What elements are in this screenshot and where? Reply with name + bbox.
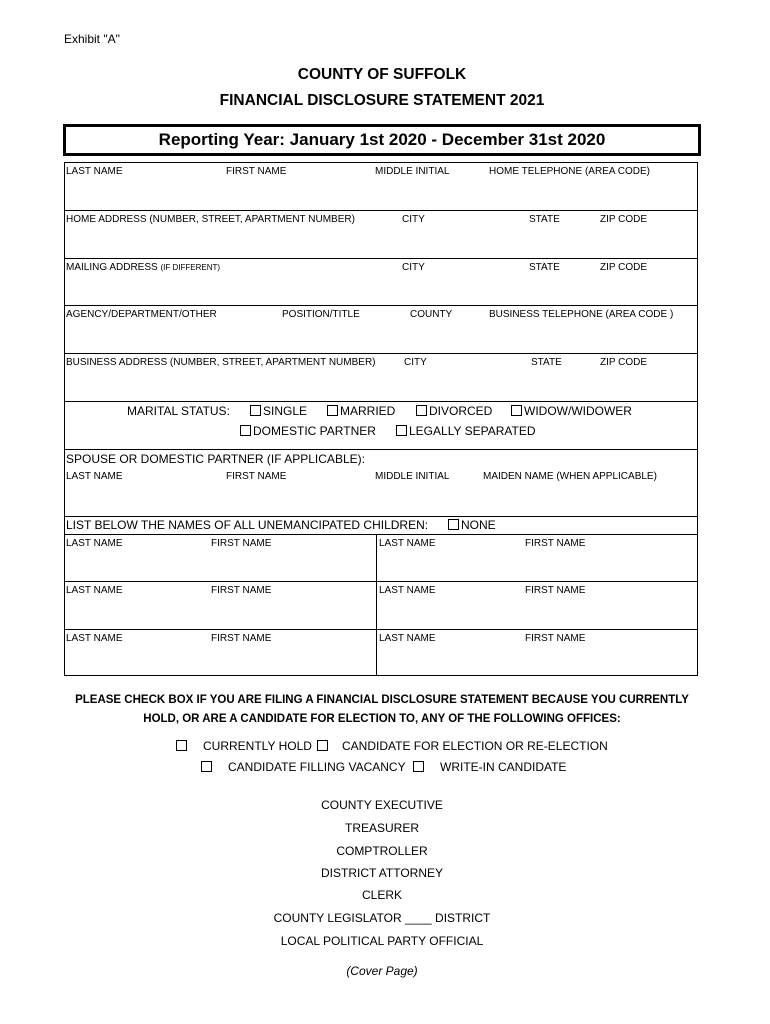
child-last-name-label: LAST NAME bbox=[66, 633, 123, 644]
home-telephone-label: HOME TELEPHONE (AREA CODE) bbox=[489, 166, 650, 177]
checkbox-icon[interactable] bbox=[511, 405, 522, 416]
row-divider bbox=[64, 305, 698, 306]
row-divider bbox=[64, 449, 698, 450]
personal-info-form bbox=[64, 162, 698, 676]
city-label: CITY bbox=[404, 357, 427, 368]
checkbox-icon[interactable] bbox=[250, 405, 261, 416]
checkbox-icon[interactable] bbox=[176, 740, 187, 751]
row-divider bbox=[64, 629, 698, 630]
business-address-label: BUSINESS ADDRESS (NUMBER, STREET, APARTMENT NUMBER) bbox=[66, 357, 376, 368]
state-label: STATE bbox=[529, 262, 560, 273]
state-label: STATE bbox=[531, 357, 562, 368]
child-first-name-label: FIRST NAME bbox=[525, 538, 586, 549]
child-last-name-label: LAST NAME bbox=[379, 538, 436, 549]
reporting-year: Reporting Year: January 1st 2020 - December 31st 2020 bbox=[63, 124, 701, 156]
legally-separated-option[interactable]: LEGALLY SEPARATED bbox=[396, 424, 536, 438]
business-telephone-label: BUSINESS TELEPHONE (AREA CODE ) bbox=[489, 309, 674, 320]
single-option[interactable]: SINGLE bbox=[250, 404, 307, 418]
row-divider bbox=[64, 401, 698, 402]
home-address-label: HOME ADDRESS (NUMBER, STREET, APARTMENT NUMBER) bbox=[66, 214, 355, 225]
checkbox-icon[interactable] bbox=[396, 425, 407, 436]
if-different-note: (IF DIFFERENT) bbox=[160, 263, 221, 272]
checkbox-icon[interactable] bbox=[448, 519, 459, 530]
city-label: CITY bbox=[402, 262, 425, 273]
checkbox-icon[interactable] bbox=[201, 761, 212, 772]
office-comptroller: COMPTROLLER bbox=[336, 844, 428, 858]
write-in-option[interactable]: WRITE-IN CANDIDATE bbox=[413, 760, 566, 774]
city-label: CITY bbox=[402, 214, 425, 225]
spouse-last-name-label: LAST NAME bbox=[66, 471, 123, 482]
child-first-name-label: FIRST NAME bbox=[211, 585, 272, 596]
position-label: POSITION/TITLE bbox=[282, 309, 360, 320]
row-divider bbox=[64, 534, 698, 535]
row-divider bbox=[64, 353, 698, 354]
candidate-election-option[interactable]: CANDIDATE FOR ELECTION OR RE-ELECTION bbox=[317, 739, 608, 753]
middle-initial-label: MIDDLE INITIAL bbox=[375, 166, 450, 177]
office-county-executive: COUNTY EXECUTIVE bbox=[321, 798, 443, 812]
domestic-partner-option[interactable]: DOMESTIC PARTNER bbox=[240, 424, 376, 438]
checkbox-icon[interactable] bbox=[327, 405, 338, 416]
maiden-name-label: MAIDEN NAME (WHEN APPLICABLE) bbox=[483, 471, 657, 482]
checkbox-icon[interactable] bbox=[416, 405, 427, 416]
row-divider bbox=[64, 581, 698, 582]
office-district-attorney: DISTRICT ATTORNEY bbox=[320, 866, 443, 880]
mailing-address-label: MAILING ADDRESS (IF DIFFERENT) bbox=[66, 262, 221, 273]
child-last-name-label: LAST NAME bbox=[379, 633, 436, 644]
instructions-line-2: HOLD, OR ARE A CANDIDATE FOR ELECTION TO, ANY OF THE FOLLOWING OFFICES: bbox=[143, 713, 621, 725]
office-county-legislator: COUNTY LEGISLATOR ____ DISTRICT bbox=[273, 911, 491, 925]
checkbox-icon[interactable] bbox=[240, 425, 251, 436]
children-column-divider bbox=[376, 534, 377, 676]
row-divider bbox=[64, 210, 698, 211]
agency-label: AGENCY/DEPARTMENT/OTHER bbox=[66, 309, 217, 320]
zip-label: ZIP CODE bbox=[600, 214, 648, 225]
widow-option[interactable]: WIDOW/WIDOWER bbox=[511, 404, 632, 418]
county-label: COUNTY bbox=[410, 309, 453, 320]
office-clerk: CLERK bbox=[361, 888, 402, 902]
currently-hold-option[interactable]: CURRENTLY HOLD bbox=[176, 739, 312, 753]
title-county: COUNTY OF SUFFOLK bbox=[297, 66, 467, 83]
zip-label: ZIP CODE bbox=[600, 262, 648, 273]
row-divider bbox=[64, 258, 698, 259]
exhibit-label: Exhibit "A" bbox=[64, 32, 120, 46]
checkbox-icon[interactable] bbox=[413, 761, 424, 772]
none-option[interactable]: NONE bbox=[448, 518, 496, 532]
spouse-heading: SPOUSE OR DOMESTIC PARTNER (IF APPLICABLE): bbox=[66, 452, 365, 466]
child-first-name-label: FIRST NAME bbox=[525, 633, 586, 644]
last-name-label: LAST NAME bbox=[66, 166, 123, 177]
office-local-party-official: LOCAL POLITICAL PARTY OFFICIAL bbox=[280, 934, 484, 948]
child-last-name-label: LAST NAME bbox=[66, 585, 123, 596]
child-last-name-label: LAST NAME bbox=[66, 538, 123, 549]
spouse-middle-initial-label: MIDDLE INITIAL bbox=[375, 471, 450, 482]
candidate-vacancy-option[interactable]: CANDIDATE FILLING VACANCY bbox=[201, 760, 406, 774]
child-first-name-label: FIRST NAME bbox=[211, 633, 272, 644]
marital-status-label: MARITAL STATUS: bbox=[127, 404, 230, 418]
divorced-option[interactable]: DIVORCED bbox=[416, 404, 492, 418]
children-heading: LIST BELOW THE NAMES OF ALL UNEMANCIPATED CHILDREN: bbox=[66, 518, 429, 532]
office-treasurer: TREASURER bbox=[344, 821, 419, 835]
state-label: STATE bbox=[529, 214, 560, 225]
instructions-line-1: PLEASE CHECK BOX IF YOU ARE FILING A FINANCIAL DISCLOSURE STATEMENT BECAUSE YOU CURRENTLY bbox=[75, 694, 689, 706]
first-name-label: FIRST NAME bbox=[226, 166, 287, 177]
child-last-name-label: LAST NAME bbox=[379, 585, 436, 596]
title-statement: FINANCIAL DISCLOSURE STATEMENT 2021 bbox=[219, 92, 545, 109]
row-divider bbox=[64, 516, 698, 517]
spouse-first-name-label: FIRST NAME bbox=[226, 471, 287, 482]
child-first-name-label: FIRST NAME bbox=[211, 538, 272, 549]
zip-label: ZIP CODE bbox=[600, 357, 648, 368]
married-option[interactable]: MARRIED bbox=[327, 404, 395, 418]
cover-page-label: (Cover Page) bbox=[346, 964, 418, 978]
child-first-name-label: FIRST NAME bbox=[525, 585, 586, 596]
checkbox-icon[interactable] bbox=[317, 740, 328, 751]
